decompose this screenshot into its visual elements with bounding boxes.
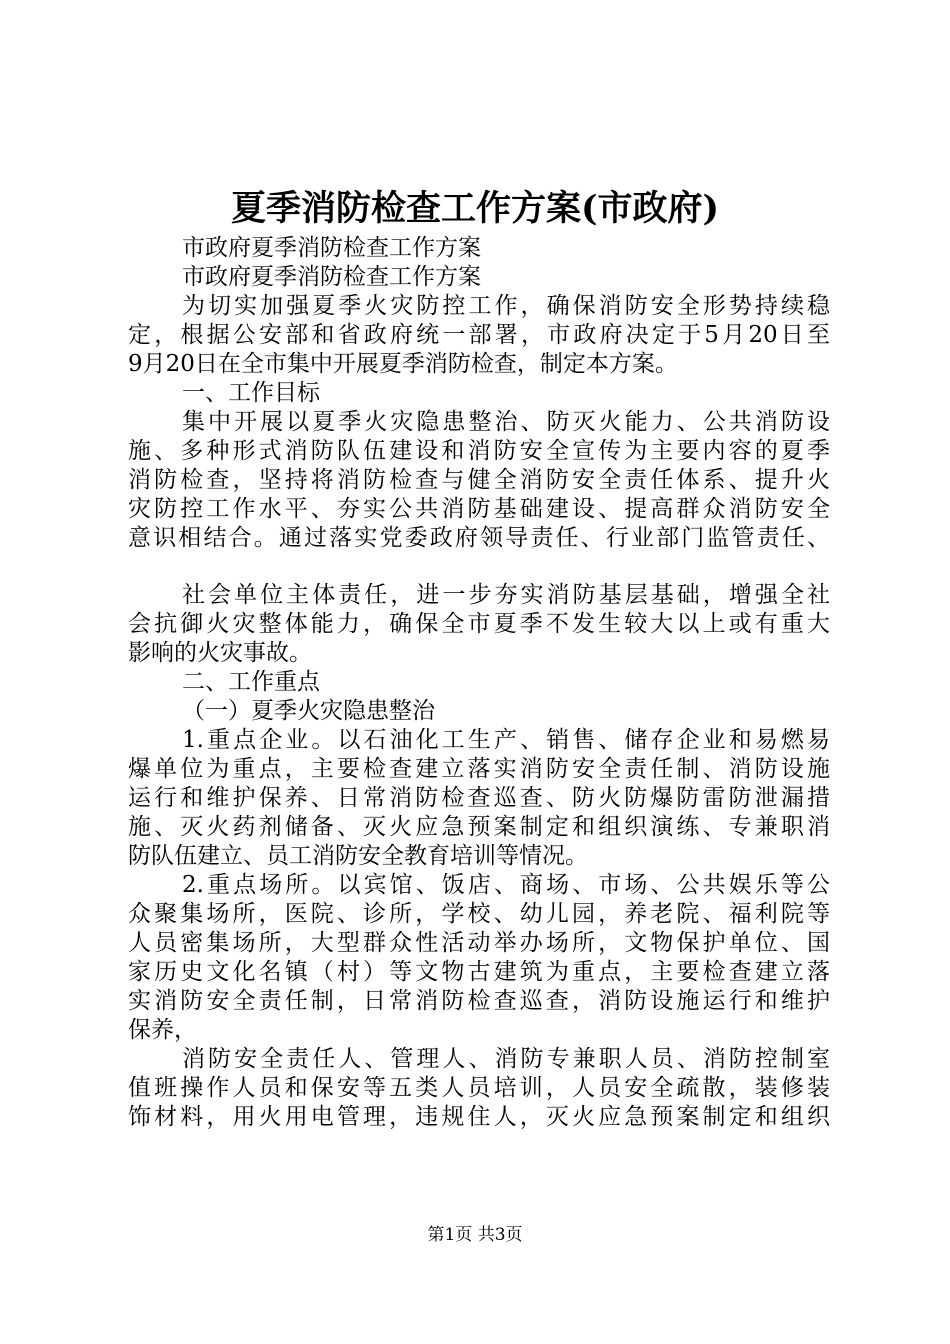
paragraph-line: 1.重点企业。以石油化工生产、销售、储存企业和易燃易 (182, 727, 830, 753)
paragraph-line: 防队伍建立、员工消防安全教育培训等情况。 (128, 843, 588, 869)
paragraph-line: 保养， (128, 1017, 197, 1043)
paragraph-line: 消防安全责任人、管理人、消防专兼职人员、消防控制室 (182, 1046, 830, 1072)
subtitle-line: 市政府夏季消防检查工作方案 (182, 235, 481, 261)
document-title: 夏季消防检查工作方案(市政府) (230, 188, 720, 229)
paragraph-line: 施、灭火药剂储备、灭火应急预案制定和组织演练、专兼职消 (128, 814, 830, 840)
subtitle-line: 市政府夏季消防检查工作方案 (182, 264, 481, 290)
paragraph-line: 人员密集场所，大型群众性活动举办场所，文物保护单位、国 (128, 930, 830, 956)
section-heading: 二、工作重点 (182, 669, 320, 695)
paragraph-line: 影响的火灾事故。 (128, 640, 312, 666)
paragraph-line: 2.重点场所。以宾馆、饭店、商场、市场、公共娱乐等公 (182, 872, 830, 898)
paragraph-gap (128, 553, 830, 581)
paragraph-line: 集中开展以夏季火灾隐患整治、防灭火能力、公共消防设 (182, 409, 830, 435)
paragraph-line: 饰材料，用火用电管理，违规住人，灭火应急预案制定和组织 (128, 1104, 830, 1130)
paragraph-line: 定，根据公安部和省政府统一部署，市政府决定于5月20日至 (128, 322, 830, 348)
paragraph-line: 施、多种形式消防队伍建设和消防安全宣传为主要内容的夏季 (128, 438, 830, 464)
paragraph-line: 社会单位主体责任，进一步夯实消防基层基础，增强全社 (182, 582, 830, 608)
page-number-footer: 第1页 共3页 (427, 1225, 523, 1245)
paragraph-line: 会抗御火灾整体能力，确保全市夏季不发生较大以上或有重大 (128, 611, 830, 637)
paragraph-line: 为切实加强夏季火灾防控工作，确保消防安全形势持续稳 (182, 293, 830, 319)
paragraph-line: 运行和维护保养、日常消防检查巡查、防火防爆防雷防泄漏措 (128, 785, 830, 811)
paragraph-line: 爆单位为重点，主要检查建立落实消防安全责任制、消防设施 (128, 756, 830, 782)
paragraph-line: 值班操作人员和保安等五类人员培训，人员安全疏散，装修装 (128, 1075, 830, 1101)
paragraph-line: 9月20日在全市集中开展夏季消防检查，制定本方案。 (128, 351, 678, 377)
paragraph-line: 众聚集场所，医院、诊所，学校、幼儿园，养老院、福利院等 (128, 901, 830, 927)
paragraph-line: 家历史文化名镇（村）等文物古建筑为重点，主要检查建立落 (128, 959, 830, 985)
section-heading: 一、工作目标 (182, 380, 320, 406)
subsection-heading: （一）夏季火灾隐患整治 (182, 698, 435, 724)
paragraph-line: 灾防控工作水平、夯实公共消防基础建设、提高群众消防安全 (128, 496, 830, 522)
paragraph-line: 消防检查，坚持将消防检查与健全消防安全责任体系、提升火 (128, 467, 830, 493)
document-body (128, 234, 830, 1132)
paragraph-line: 实消防安全责任制，日常消防检查巡查，消防设施运行和维护 (128, 988, 830, 1014)
paragraph-line: 意识相结合。通过落实党委政府领导责任、行业部门监管责任、 (128, 525, 830, 551)
